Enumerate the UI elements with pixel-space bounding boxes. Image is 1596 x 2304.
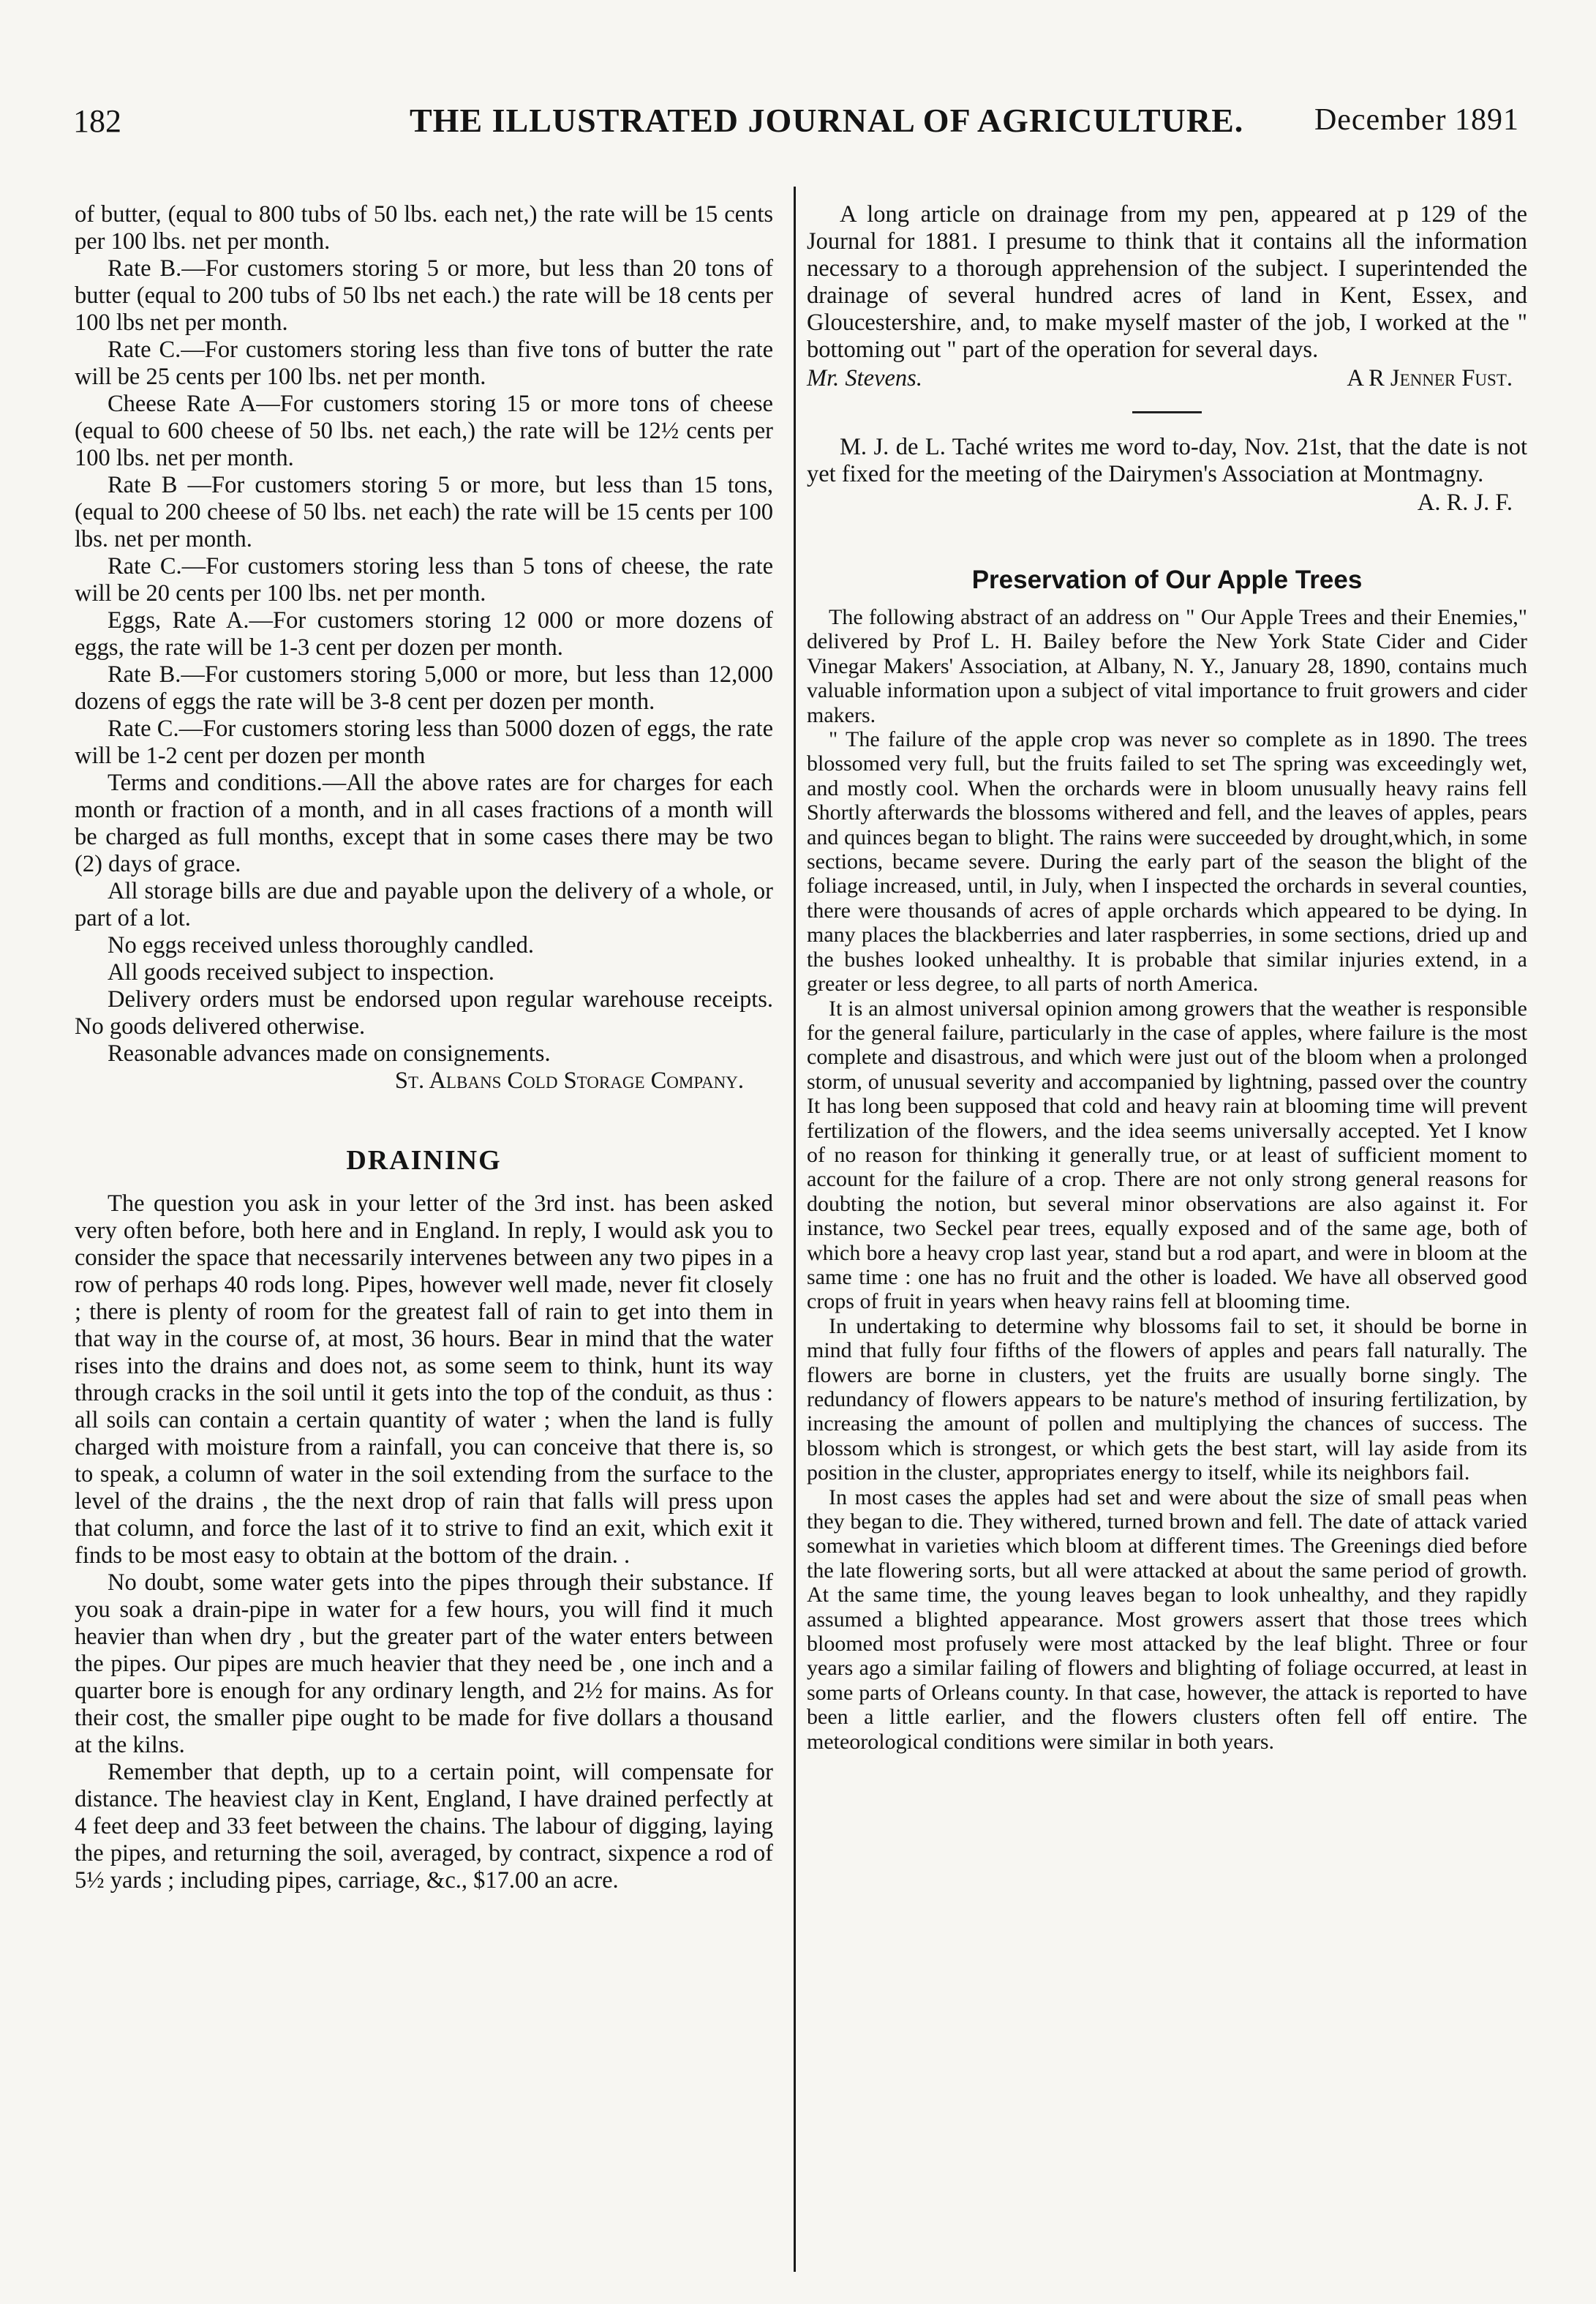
draining-paragraph: Remember that depth, up to a certain point, will compensate for distance. The heaviest clay in Kent, England, I have drained perfectly at 4 feet deep and 33 feet between the chains. The labour of digging, laying the pipes, and returning the soil, averaged, by contract, sixpence a rod of 5½ yards ; including pipes, carriage, &c., $17.00 an acre. (75, 1759, 773, 1894)
rates-paragraph: Rate B.—For customers storing 5,000 or more, but less than 12,000 dozens of eggs the rate will be 3-8 cent per dozen per month. (75, 661, 773, 715)
left-column (75, 201, 773, 1894)
draining-article (75, 1190, 773, 1894)
tache-signature-row (807, 489, 1527, 517)
storage-rates-section (75, 201, 773, 1095)
rates-paragraph: Terms and conditions.—All the above rates are for charges for each month or fraction of a month, and in all cases fractions of a month will be charged as full months, except that in some cases there may be two (2) days of grace. (75, 770, 773, 877)
rates-paragraph: All storage bills are due and payable upon the delivery of a whole, or part of a lot. (75, 878, 773, 931)
journal-title: THE ILLUSTRATED JOURNAL OF AGRICULTURE. (410, 102, 1244, 139)
tache-note: M. J. de L. Taché writes me word to-day, Nov. 21st, that the date is not yet fixed for the meeting of the Dairymen's Association at Montmagny. (807, 434, 1527, 487)
rates-paragraph: Rate C.—For customers storing less than 5 tons of cheese, the rate will be 20 cents per 100 lbs. net per month. (75, 553, 773, 607)
rates-paragraph: Rate C.—For customers storing less than five tons of butter the rate will be 25 cents per 100 lbs. net per month. (75, 337, 773, 390)
rates-paragraph: of butter, (equal to 800 tubs of 50 lbs. each net,) the rate will be 15 cents per 100 lbs. net per month. (75, 201, 773, 255)
column-divider (794, 187, 796, 2272)
rates-paragraph: Reasonable advances made on consignements. (108, 1040, 551, 1067)
draining-paragraph: No doubt, some water gets into the pipes through their substance. If you soak a drain-pipe in water for a few hours, you will find it much heavier than when dry , but the greater part of the water enters between the pipes. Our pipes are much heavier that they need be , one inch and a quarter bore is enough for any ordinary length, and 2½ for mains. As for their cost, the smaller pipe ought to be made for five dollars a thousand at the kilns. (75, 1569, 773, 1758)
issue-date: December 1891 (1314, 103, 1519, 137)
drainage-note-section (807, 201, 1527, 392)
drainage-signature-row (807, 365, 1527, 392)
page-header (0, 0, 1596, 157)
drainage-note: A long article on drainage from my pen, appeared at p 129 of the Journal for 1881. I presume to think that it contains all the information necessary to a thorough apprehension of the subject. I superintended the drainage of several hundred acres of land in Kent, Essex, and Gloucestershire, and, to make myself master of the job, I worked at the " bottoming out " part of the operation for several days. (807, 201, 1527, 363)
rates-paragraph: No eggs received unless thoroughly candled. (108, 932, 535, 958)
apple-trees-article (807, 605, 1527, 1754)
drainage-addressee: Mr. Stevens. (807, 365, 922, 391)
rates-paragraph: Delivery orders must be endorsed upon regular warehouse receipts. No goods delivered otherwise. (75, 986, 773, 1040)
draining-paragraph: The question you ask in your letter of the 3rd inst. has been asked very often before, both here and in England. In reply, I would ask you to consider the space that necessarily intervenes between any two pipes in a row of perhaps 40 rods long. Pipes, however well made, never fit closely ; there is plenty of room for the greatest fall of rain to get into them in that way in the course of, at most, 36 hours. Bear in mind that the water rises into the drains and does not, as some seem to think, hunt its way through cracks in the soil until it gets into the top of the conduit, as thus : all soils can contain a certain quantity of water ; when the land is fully charged with moisture from a rainfall, you can conceive that there is, so to speak, a column of water in the soil extending from the surface to the level of the drains , the the next drop of rain that falls will press upon that column, and force the last of it to strive to find an exit, which exit it finds to be most easy to obtain at the bottom of the drain. . (75, 1190, 773, 1569)
rates-paragraph: Rate C.—For customers storing less than 5000 dozen of eggs, the rate will be 1-2 cent per dozen per month (75, 716, 773, 769)
rates-paragraph: Cheese Rate A—For customers storing 15 or more tons of cheese (equal to 600 cheese of 50 lbs. net each,) the rate will be 12½ cents per 100 lbs. net per month. (75, 391, 773, 471)
page-number: 182 (73, 103, 121, 139)
apple-paragraph: It is an almost universal opinion among growers that the weather is responsible for the general failure, particularly in the case of apples, where failure is the most complete and disastrous, and which were just out of the bloom when a prolonged storm, of unusual severity and accompanied by lightning, passed over the country It has long been supposed that cold and heavy rain at blooming time will prevent fertilization of the flowers, and the idea seems universally accepted. Yet I know of no reason for thinking it generally true, or at least of sufficient moment to account for the failure of a crop. There are not only strong general reasons for doubting the notion, but several minor observations are also against it. For instance, two Seckel pear trees, equally exposed and of the same age, both of which bore a heavy crop last year, stand but a rod apart, and were in bloom at the same time : one has no fruit and the other is loaded. We have all observed good crops of fruit in years when heavy rains fell at blooming time. (807, 996, 1527, 1314)
tache-note-section (807, 434, 1527, 517)
apple-paragraph: In most cases the apples had set and were about the size of small peas when they began to die. They withered, turned brown and fell. The date of attack varied somewhat in varieties which bloom at different times. The Greenings died before the late flowering sorts, but all were attacked at about the same period of growth. At the same time, the young leaves began to look unhealthy, and they rapidly assumed a blighted appearance. Most growers assert that those trees which bloomed most profusely were most attacked by the leaf blight. Three or four years ago a similar failing of flowers and blighting of foliage occurred, at least in some parts of Orleans county. In that case, however, the attack is reported to have been a little earlier, and the flowers clusters often fell off entire. The meteorological conditions were similar in both years. (807, 1485, 1527, 1754)
apple-paragraph: " The failure of the apple crop was never so complete as in 1890. The trees blossomed very full, but the fruits failed to set The spring was exceedingly wet, and mostly cool. When the orchards were in bloom unusually heavy rains fell Shortly afterwards the blossoms withered and fell, and the leaves of apples, pears and quinces began to blight. The rains were succeeded by drought,which, in some sections, became severe. During the early part of the season the blight of the foliage increased, until, in July, when I inspected the orchards in several counties, there were thousands of acres of apple orchards which appeared to be dying. In many places the blackberries and later raspberries, in some sections, dried up and the bushes looked unhealthy. It is probable that similar injuries extend, in a greater or less degree, to all parts of north America. (807, 727, 1527, 997)
rates-paragraph: All goods received subject to inspection. (108, 959, 494, 986)
right-column (807, 201, 1527, 1754)
rates-signature: St. Albans Cold Storage Company. (394, 1067, 744, 1094)
apple-paragraph: In undertaking to determine why blossoms fail to set, it should be borne in mind that fully four fifths of the flowers of apples and pears fall naturally. The flowers are borne in clusters, yet the fruits are usually borne singly. The redundancy of flowers appears to be nature's method of insuring fertilization, by increasing the amount of pollen and multiplying the chances of success. The blossom which is strongest, or which gets the best start, will lay aside from its position in the cluster, appropriates energy to itself, while its neighbors fail. (807, 1313, 1527, 1485)
section-separator (1132, 411, 1202, 413)
tache-signature: A. R. J. F. (1417, 489, 1513, 516)
rates-paragraph: Rate B —For customers storing 5 or more, but less than 15 tons, (equal to 200 cheese of 50 lbs. net each) the rate will be 15 cents per 100 lbs. net per month. (75, 472, 773, 552)
rates-paragraph: Rate B.—For customers storing 5 or more, but less than 20 tons of butter (equal to 200 tubs of 50 lbs net each.) the rate will be 18 cents per 100 lbs net per month. (75, 255, 773, 336)
drainage-signature: A R Jenner Fust. (1347, 365, 1513, 391)
draining-heading: DRAINING (346, 1145, 502, 1176)
apple-paragraph: The following abstract of an address on " Our Apple Trees and their Enemies," delivered by Prof L. H. Bailey before the New York State Cider and Cider Vinegar Makers' Association, at Albany, N. Y., January 28, 1890, contains much valuable information upon a subject of vital importance to fruit growers and cider makers. (807, 605, 1527, 727)
apple-trees-heading: Preservation of Our Apple Trees (971, 566, 1363, 594)
rates-paragraph: Eggs, Rate A.—For customers storing 12 000 or more dozens of eggs, the rate will be 1-3 cent per dozen per month. (75, 607, 773, 661)
